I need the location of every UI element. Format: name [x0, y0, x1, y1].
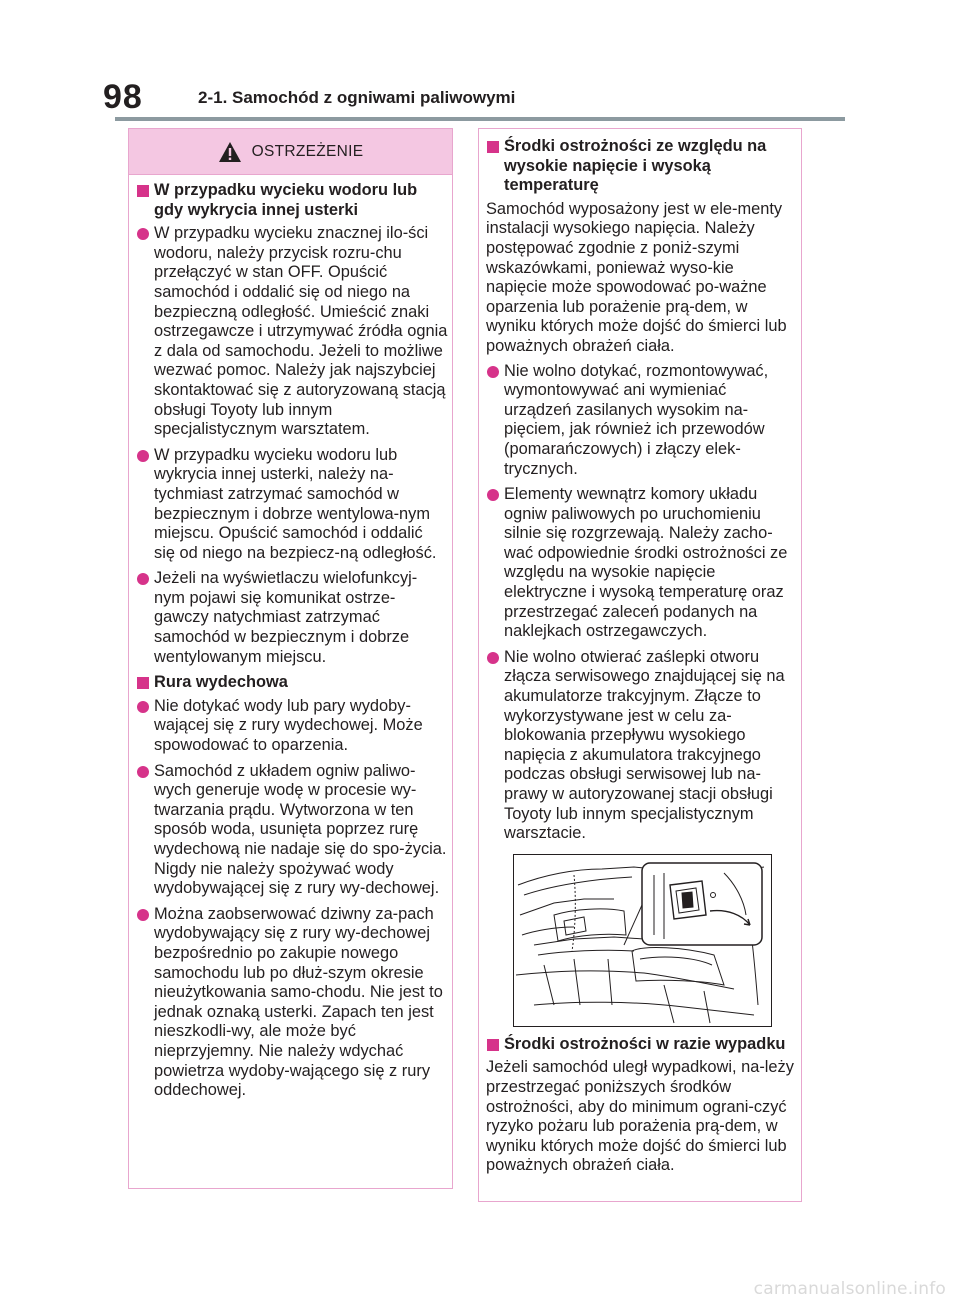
- warning-title: OSTRZEŻENIE: [251, 142, 364, 160]
- round-bullet-icon: [487, 652, 499, 664]
- square-bullet-icon: [487, 141, 499, 153]
- heading-text: Rura wydechowa: [154, 673, 288, 692]
- round-bullet-icon: [137, 450, 149, 462]
- round-bullet-icon: [137, 766, 149, 778]
- paragraph: Jeżeli samochód uległ wypadkowi, na-leży przestrzegać poniższych środków ostrożności, aby do minimum ograni-czyć ryzyko pożaru lub porażenia prą-dem, w wyniku których może dojść do śmierci lub poważnych obrażeń ciała.: [486, 1058, 794, 1175]
- square-bullet-icon: [137, 185, 149, 197]
- list-item: [136, 762, 448, 899]
- round-bullet-icon: [487, 366, 499, 378]
- list-item-text: Nie wolno otwierać zaślepki otworu złącza serwisowego znajdującej się na akumulatorze trakcyjnym. Złącze to wykorzystywane jest w celu za-blokowania przepływu wysokiego napięcia z akumulatora trakcyjnego podczas obsługi serwisowej lub na-prawy w autoryzowanej stacji obsługi Toyoty lub innym specjalistycznym warsztacie.: [504, 647, 785, 843]
- list-item: [486, 485, 797, 642]
- list-item: [136, 905, 448, 1101]
- round-bullet-icon: [137, 701, 149, 713]
- list-item: [136, 697, 448, 756]
- list-item: [136, 569, 448, 667]
- round-bullet-icon: [137, 228, 149, 240]
- warning-triangle-icon: [218, 141, 242, 163]
- list-item-text: Jeżeli na wyświetlaczu wielofunkcyj-nym pojawi się komunikat ostrze-gawczy natychmiast zatrzymać samochód w bezpiecznym i dobrze wentylowanym miejscu.: [154, 569, 418, 666]
- list-item-text: W przypadku wycieku znacznej ilo-ści wodoru, należy przycisk rozru-chu przełączyć w stan OFF. Opuścić samochód i oddalić się od niego na bezpieczną odległość. Umieścić znaki ostrzegawcze i utrzymywać źródła ognia z dala od samochodu. Jeżeli to możliwe wezwać pomoc. Należy jak najszybciej skontaktować się z autoryzowaną stacją obsługi Toyoty lub innym specjalistycznym warsztatem.: [154, 224, 448, 439]
- info-heading: [486, 137, 797, 196]
- warning-content: [129, 175, 452, 1101]
- list-item-text: Nie wolno dotykać, rozmontowywać, wymontowywać ani wymieniać urządzeń zasilanych wysokim na-pięciem, jak również ich przewodów (pomarańczowych) i złączy elek-trycznych.: [504, 361, 769, 478]
- watermark: carmanualsonline.info: [753, 1279, 946, 1299]
- heading-text: Środki ostrożności ze względu na wysokie napięcie i wysoką temperaturę: [504, 137, 767, 195]
- list-item-text: Elementy wewnątrz komory układu ogniw paliwowych po uruchomieniu silnie się rozgrzewają. Należy zacho-wać odpowiednie środki ostrożności ze względu na wysokie napięcie elektryczne i wysoką temperaturę oraz przestrzegać zaleceń podanych na naklejkach ostrzegawczych.: [504, 485, 788, 641]
- round-bullet-icon: [487, 489, 499, 501]
- list-item-text: W przypadku wycieku wodoru lub wykrycia innej usterki, należy na-tychmiast zatrzymać samochód w bezpiecznym i dobrze wentylowa-nym miejscu. Opuścić samochód i oddalić się od niego na bezpiecz-ną odległość.: [154, 445, 437, 562]
- info-box: [478, 128, 802, 1202]
- list-item-text: Samochód z układem ogniw paliwo-wych generuje wodę w procesie wy-twarzania prądu. Wytworzona w ten sposób woda, usunięta poprzez rurę wydechową nie nadaje się do spo-życia. Nigdy nie należy spożywać wody wydobywającej się z rury wy-dechowej.: [154, 761, 447, 898]
- warning-heading: [136, 673, 448, 693]
- section-title: 2-1. Samochód z ogniwami paliwowymi: [198, 88, 516, 107]
- warning-box: [128, 128, 453, 1189]
- warning-header: [129, 129, 452, 175]
- page-number: 98: [103, 78, 143, 116]
- round-bullet-icon: [137, 573, 149, 585]
- paragraph: Samochód wyposażony jest w ele-menty instalacji wysokiego napięcia. Należy postępować zgodnie z poniż-szymi wskazówkami, ponieważ wyso-kie napięcie może spowodować po-ważne oparzenia lub porażenie prą-dem, w wyniku których może dojść do śmierci lub poważnych obrażeń ciała.: [486, 199, 787, 355]
- info-heading: [486, 1035, 797, 1055]
- service-plug-illustration: [513, 854, 772, 1027]
- rear-seat-illustration: [514, 855, 771, 1026]
- square-bullet-icon: [487, 1039, 499, 1051]
- header-rule: [115, 117, 845, 121]
- list-item-text: Można zaobserwować dziwny za-pach wydobywający się z rury wy-dechowej bezpośrednio po zakupie nowego samochodu lub po dłuż-szym okresie nieużytkowania samo-chodu. Nie jest to jednak oznaką usterki. Zapach ten jest nieszkodli-wy, ale może być nieprzyjemny. Nie należy wdychać powietrza wydoby-wającego się z rury oddechowej.: [154, 904, 443, 1100]
- heading-text: Środki ostrożności w razie wypadku: [504, 1034, 786, 1053]
- round-bullet-icon: [137, 909, 149, 921]
- list-item: [486, 648, 797, 844]
- info-content: [479, 129, 801, 1176]
- list-item: [486, 362, 797, 480]
- list-item: [136, 446, 448, 564]
- warning-heading: [136, 181, 448, 220]
- list-item: [136, 224, 448, 440]
- square-bullet-icon: [137, 677, 149, 689]
- heading-text: W przypadku wycieku wodoru lub gdy wykrycia innej usterki: [154, 181, 418, 219]
- list-item-text: Nie dotykać wody lub pary wydoby-wającej się z rury wydechowej. Może spowodować to oparzenia.: [154, 696, 423, 755]
